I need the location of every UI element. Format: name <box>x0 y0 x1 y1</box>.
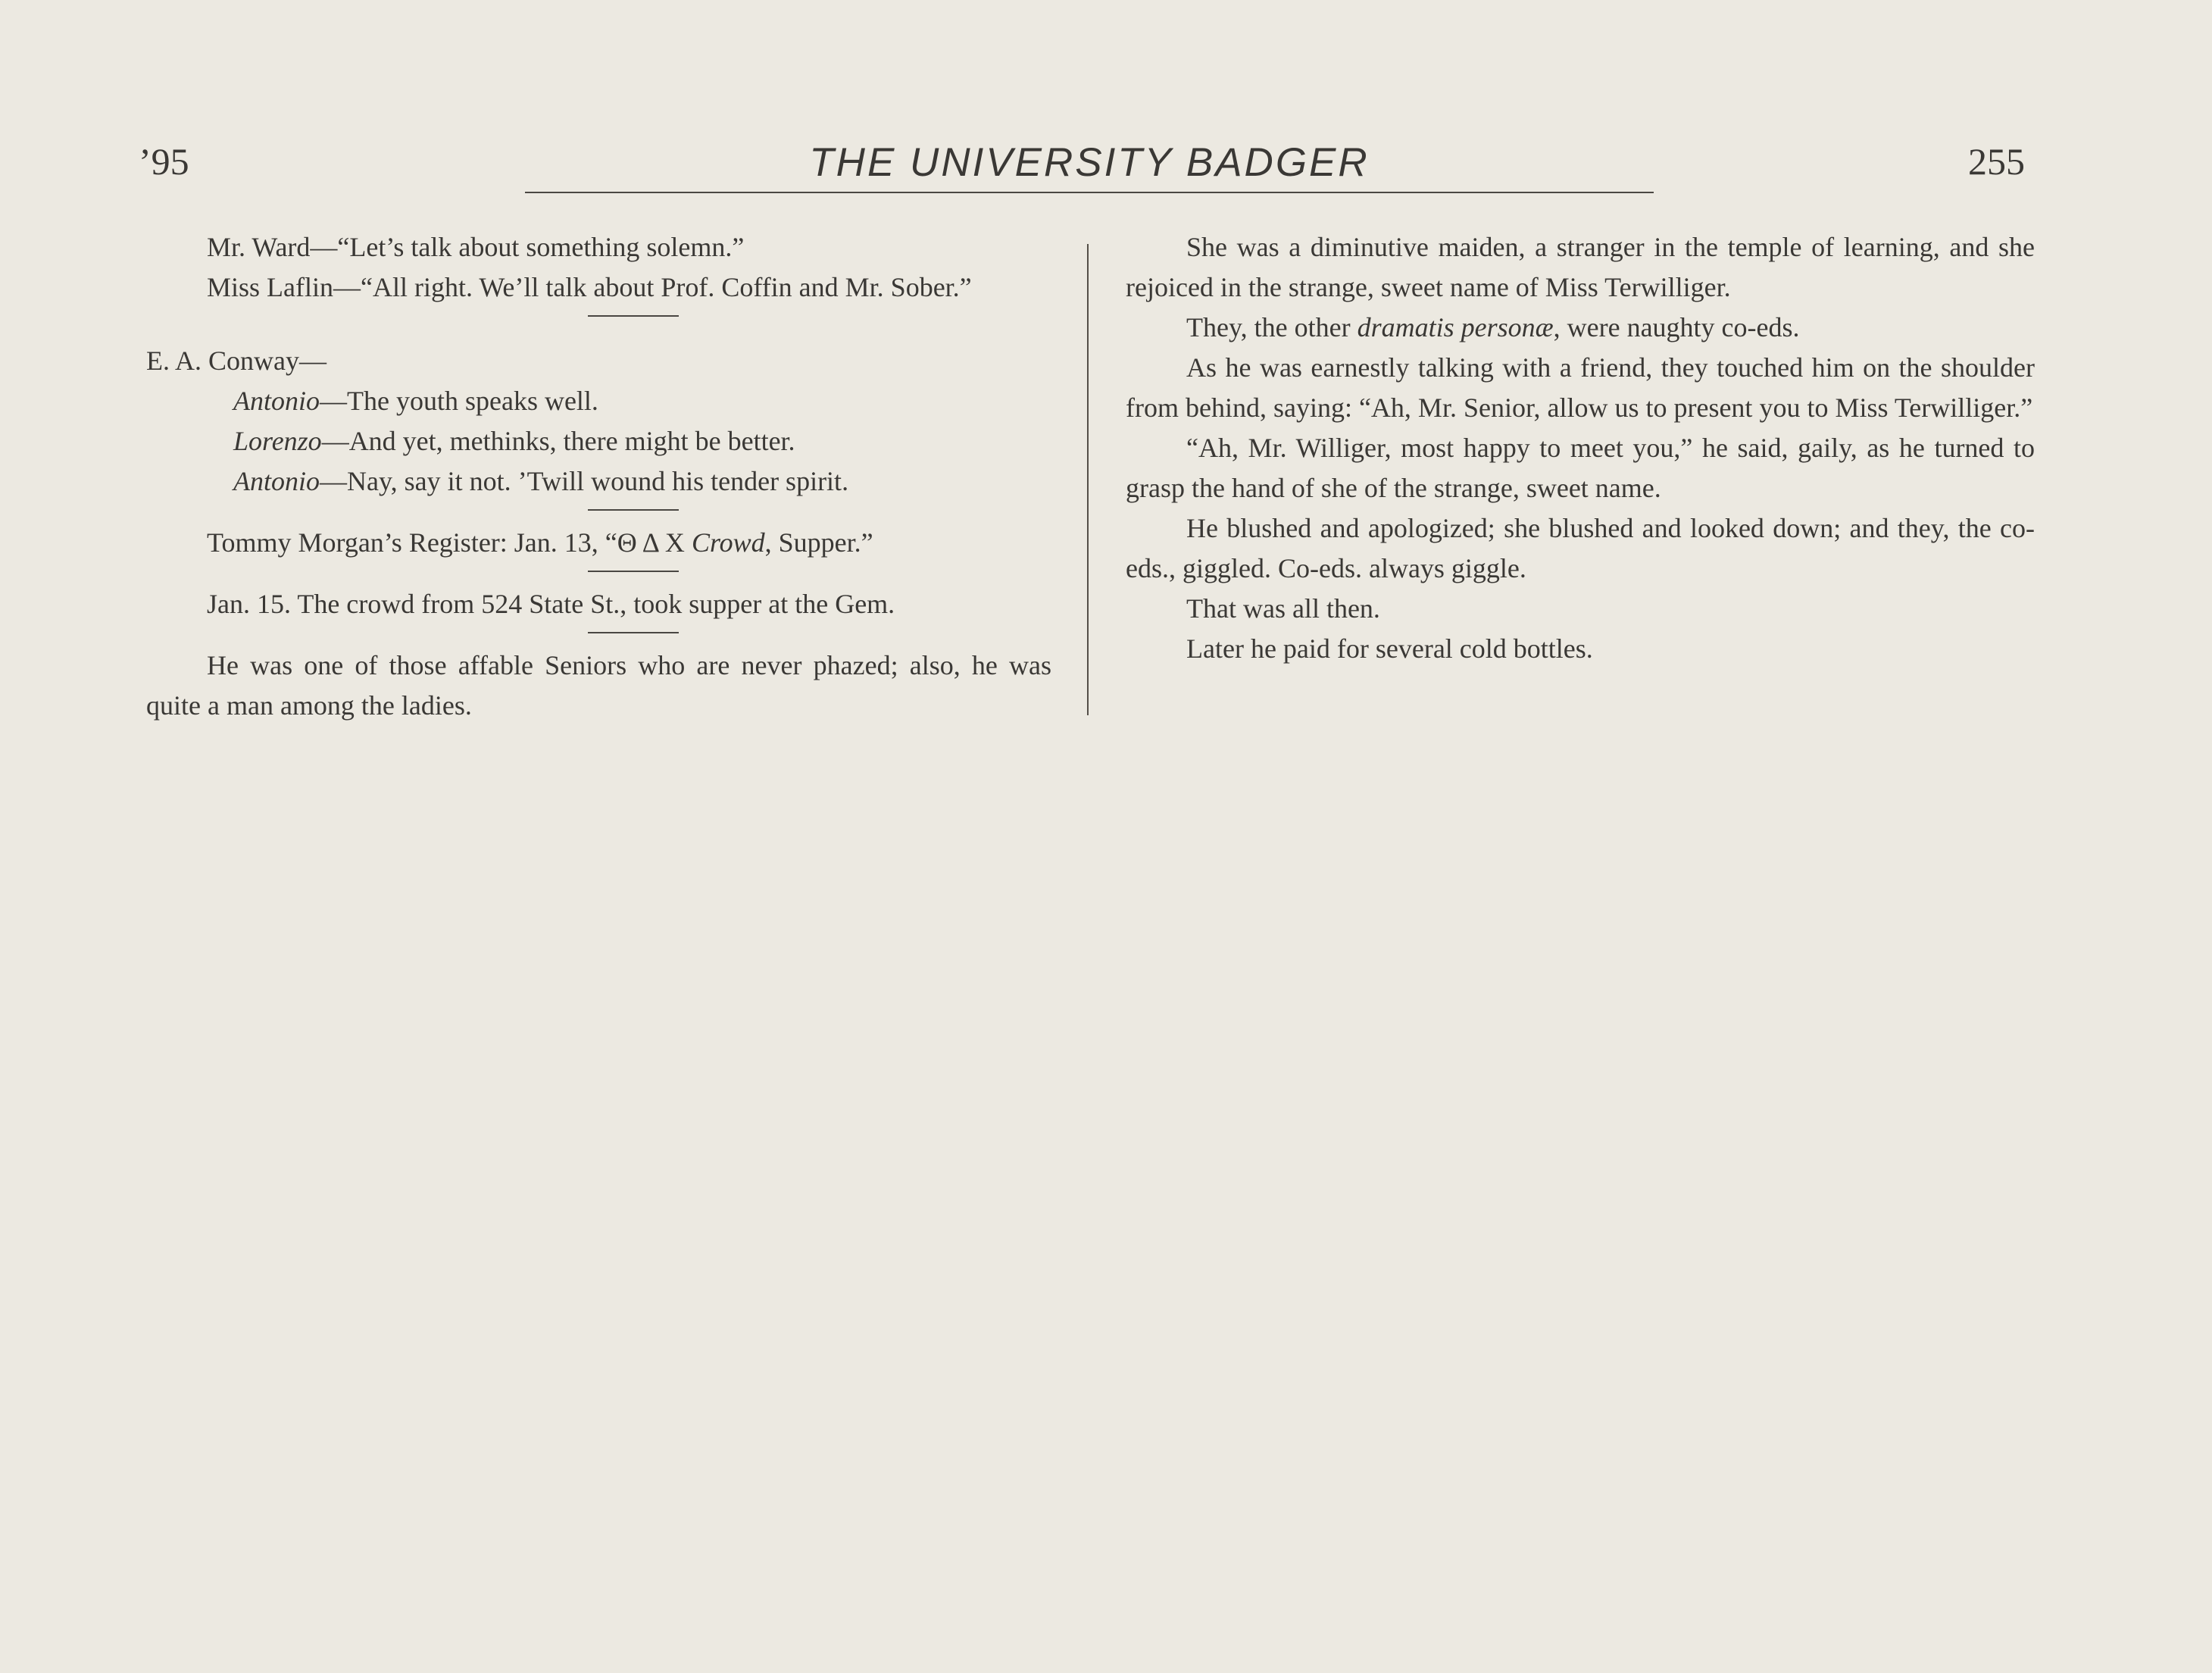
section-rule <box>588 509 679 511</box>
conway-heading: E. A. Conway— <box>146 346 326 376</box>
right-column <box>1126 227 2035 669</box>
laflin-line: Miss Laflin—“All right. We’ll talk about Prof. Coffin and Mr. Sober.” <box>207 272 972 302</box>
speech-line <box>146 461 1051 502</box>
paragraph: He blushed and apologized; she blushed and looked down; and they, the co-eds., giggled. Co-eds. always giggle. <box>1126 513 2035 583</box>
section-rule <box>588 315 679 317</box>
page-number-left: ’95 <box>139 140 189 183</box>
speaker-name: Antonio <box>233 466 320 496</box>
left-column <box>146 227 1051 726</box>
section-rule <box>588 571 679 572</box>
speech-text: —Nay, say it not. ’Twill wound his tender spirit. <box>320 466 849 496</box>
speech-line <box>146 421 1051 461</box>
register-text: Tommy Morgan’s Register: Jan. 13, “Θ Δ X <box>207 527 692 558</box>
paragraph: That was all then. <box>1186 593 1380 624</box>
header-rule <box>525 192 1654 193</box>
register-italic: Crowd <box>691 527 765 558</box>
column-divider <box>1087 244 1089 715</box>
page-number-right: 255 <box>1968 140 2025 183</box>
paragraph: She was a diminutive maiden, a stranger in the temple of learning, and she rejoiced in the strange, sweet name of Miss Terwilliger. <box>1126 232 2035 302</box>
register-end: , Supper.” <box>764 527 873 558</box>
paragraph <box>1126 308 2035 348</box>
paragraph: Later he paid for several cold bottles. <box>1186 633 1593 664</box>
paragraph: As he was earnestly talking with a friend, they touched him on the shoulder from behind, saying: “Ah, Mr. Senior, allow us to present you to Miss Terwilliger.” <box>1126 352 2035 423</box>
speech-text: —The youth speaks well. <box>320 386 598 416</box>
senior-paragraph: He was one of those affable Seniors who are never phazed; also, he was quite a man among the ladies. <box>146 650 1051 721</box>
speech-line <box>146 381 1051 421</box>
running-title: THE UNIVERSITY BADGER <box>809 140 1370 185</box>
speech-text: —And yet, methinks, there might be better. <box>321 426 795 456</box>
speaker-name: Lorenzo <box>233 426 322 456</box>
jan15-line: Jan. 15. The crowd from 524 State St., took supper at the Gem. <box>207 589 895 619</box>
paragraph-italic: dramatis personæ <box>1357 312 1554 342</box>
paragraph-text: , were naughty co-eds. <box>1553 312 1800 342</box>
paragraph-text: They, the other <box>1186 312 1358 342</box>
register-line <box>146 523 1051 563</box>
speaker-name: Antonio <box>233 386 320 416</box>
paragraph: “Ah, Mr. Williger, most happy to meet you,” he said, gaily, as he turned to grasp the hand of she of the strange, sweet name. <box>1126 433 2035 503</box>
section-rule <box>588 632 679 633</box>
ward-line: Mr. Ward—“Let’s talk about something solemn.” <box>207 232 745 262</box>
